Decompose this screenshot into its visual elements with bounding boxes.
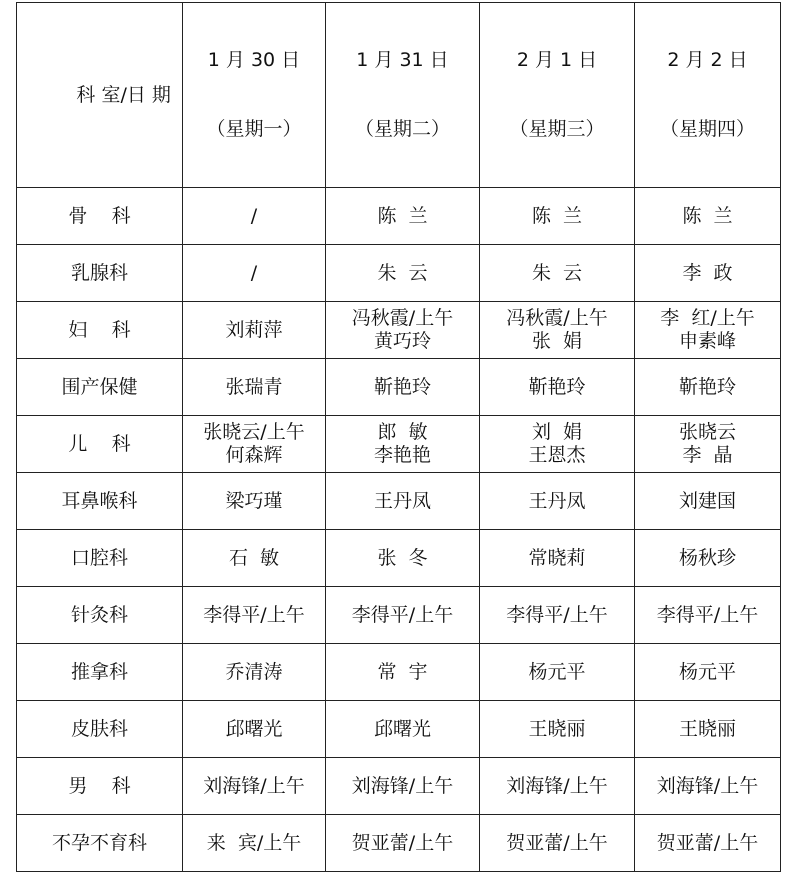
department-cell — [17, 302, 183, 359]
doctor-name: 乔清涛 — [225, 660, 283, 683]
doctor-name: 来 宾/上午 — [206, 831, 302, 854]
date-header-cell — [183, 3, 326, 188]
department-cell — [17, 644, 183, 701]
doctor-name: 贺亚蕾/上午 — [656, 831, 759, 854]
table-row — [17, 473, 781, 530]
doctor-cell — [635, 188, 781, 245]
weekday-label: （星期一） — [206, 118, 302, 140]
doctor-name: 王丹凤 — [528, 489, 586, 512]
doctor-cell — [183, 701, 326, 758]
doctor-cell — [326, 473, 480, 530]
doctor-name: 朱 云 — [377, 261, 428, 284]
doctor-cell — [635, 359, 781, 416]
doctor-name: 王恩杰 — [528, 444, 586, 466]
date-label: 2 月 2 日 — [667, 49, 748, 71]
weekday-label: （星期四） — [659, 118, 755, 140]
doctor-cell — [635, 758, 781, 815]
doctor-cell — [480, 188, 635, 245]
doctor-cell — [183, 644, 326, 701]
date-header-cell — [635, 3, 781, 188]
duty-schedule-table — [16, 2, 781, 872]
doctor-name: 刘 娟 — [531, 421, 583, 443]
doctor-cell — [183, 587, 326, 644]
doctor-cell — [183, 302, 326, 359]
doctor-cell — [480, 701, 635, 758]
department-cell — [17, 587, 183, 644]
doctor-name: 杨元平 — [678, 660, 736, 683]
doctor-name: 李得平/上午 — [506, 603, 608, 626]
department-label: 男 科 — [68, 774, 131, 797]
doctor-cell — [183, 359, 326, 416]
doctor-name: 李 红/上午 — [660, 307, 755, 329]
doctor-cell — [326, 587, 480, 644]
doctor-cell — [635, 815, 781, 872]
doctor-cell — [326, 188, 480, 245]
doctor-cell — [480, 416, 635, 473]
department-cell — [17, 188, 183, 245]
doctor-cell — [635, 416, 781, 473]
department-cell — [17, 815, 183, 872]
doctor-name: 邱曙光 — [373, 717, 431, 740]
doctor-name: 陈 兰 — [377, 204, 428, 227]
doctor-name: 冯秋霞/上午 — [351, 307, 454, 329]
doctor-name: 王丹凤 — [373, 489, 431, 512]
doctor-cell — [480, 530, 635, 587]
doctor-name: / — [250, 261, 258, 284]
table-row — [17, 416, 781, 473]
doctor-cell — [326, 701, 480, 758]
doctor-cell — [183, 416, 326, 473]
doctor-name: 张 冬 — [377, 546, 428, 569]
department-label: 骨 科 — [68, 204, 131, 227]
doctor-cell — [326, 359, 480, 416]
doctor-name: 陈 兰 — [531, 204, 583, 227]
doctor-name: 李艳艳 — [373, 444, 431, 466]
doctor-cell — [326, 758, 480, 815]
department-cell — [17, 359, 183, 416]
doctor-cell — [183, 530, 326, 587]
table-row — [17, 644, 781, 701]
weekday-label: （星期三） — [509, 118, 605, 140]
doctor-name: 朱 云 — [531, 261, 583, 284]
department-label: 针灸科 — [70, 603, 128, 626]
doctor-cell — [480, 359, 635, 416]
doctor-name: 刘海锋/上午 — [506, 774, 608, 797]
department-cell — [17, 758, 183, 815]
doctor-name: / — [250, 204, 258, 227]
doctor-name: 杨元平 — [528, 660, 586, 683]
doctor-name: 申素峰 — [678, 330, 736, 352]
department-label: 口腔科 — [70, 546, 128, 569]
department-label: 妇 科 — [68, 318, 131, 341]
doctor-cell — [635, 587, 781, 644]
doctor-name: 李得平/上午 — [656, 603, 759, 626]
table-row — [17, 359, 781, 416]
doctor-name: 常晓莉 — [528, 546, 586, 569]
schedule-body — [17, 188, 781, 872]
department-label: 不孕不育科 — [51, 831, 147, 854]
doctor-cell — [326, 245, 480, 302]
doctor-cell — [326, 815, 480, 872]
doctor-name: 张晓云 — [678, 421, 736, 443]
department-label: 围产保健 — [61, 375, 138, 398]
doctor-cell — [635, 530, 781, 587]
doctor-name: 李得平/上午 — [351, 603, 454, 626]
doctor-name: 何森辉 — [225, 444, 283, 466]
doctor-cell — [480, 245, 635, 302]
doctor-name: 梁巧瑾 — [225, 489, 283, 512]
table-row — [17, 587, 781, 644]
doctor-name: 冯秋霞/上午 — [506, 307, 608, 329]
date-header-cell — [326, 3, 480, 188]
doctor-cell — [326, 530, 480, 587]
doctor-name: 李 晶 — [682, 444, 733, 466]
doctor-cell — [635, 302, 781, 359]
department-cell — [17, 416, 183, 473]
table-row — [17, 701, 781, 758]
table-row — [17, 530, 781, 587]
table-row — [17, 188, 781, 245]
doctor-name: 靳艳玲 — [678, 375, 736, 398]
department-cell — [17, 473, 183, 530]
doctor-name: 刘海锋/上午 — [351, 774, 454, 797]
doctor-cell — [326, 416, 480, 473]
doctor-name: 李 政 — [682, 261, 733, 284]
doctor-name: 石 敏 — [228, 546, 280, 569]
doctor-name: 靳艳玲 — [528, 375, 586, 398]
corner-header-cell — [17, 3, 183, 188]
doctor-name: 邱曙光 — [225, 717, 283, 740]
department-label: 耳鼻喉科 — [61, 489, 138, 512]
doctor-cell — [326, 644, 480, 701]
doctor-name: 常 宇 — [377, 660, 428, 683]
doctor-cell — [635, 644, 781, 701]
corner-header-label: 科 室/日 期 — [76, 83, 171, 106]
doctor-cell — [183, 758, 326, 815]
doctor-name: 贺亚蕾/上午 — [351, 831, 454, 854]
date-header-cell — [480, 3, 635, 188]
doctor-cell — [326, 302, 480, 359]
doctor-name: 张瑞青 — [225, 375, 283, 398]
doctor-cell — [480, 587, 635, 644]
date-label: 1 月 30 日 — [207, 49, 301, 71]
weekday-label: （星期二） — [354, 118, 450, 140]
doctor-name: 黄巧玲 — [373, 330, 431, 352]
doctor-cell — [480, 302, 635, 359]
department-label: 推拿科 — [70, 660, 128, 683]
doctor-name: 李得平/上午 — [203, 603, 305, 626]
department-label: 皮肤科 — [70, 717, 128, 740]
doctor-name: 刘莉萍 — [225, 318, 283, 341]
doctor-cell — [183, 815, 326, 872]
doctor-name: 杨秋珍 — [678, 546, 736, 569]
table-row — [17, 815, 781, 872]
doctor-cell — [480, 473, 635, 530]
doctor-cell — [635, 473, 781, 530]
date-label: 2 月 1 日 — [516, 49, 598, 71]
date-label: 1 月 31 日 — [356, 49, 449, 71]
doctor-name: 靳艳玲 — [373, 375, 431, 398]
table-row — [17, 302, 781, 359]
doctor-name: 刘海锋/上午 — [203, 774, 305, 797]
table-row — [17, 245, 781, 302]
doctor-name: 张 娟 — [531, 330, 583, 352]
doctor-name: 王晓丽 — [528, 717, 586, 740]
doctor-cell — [183, 188, 326, 245]
doctor-cell — [183, 245, 326, 302]
doctor-name: 王晓丽 — [678, 717, 736, 740]
department-cell — [17, 701, 183, 758]
department-cell — [17, 530, 183, 587]
doctor-cell — [480, 758, 635, 815]
doctor-cell — [480, 815, 635, 872]
doctor-cell — [183, 473, 326, 530]
department-label: 乳腺科 — [70, 261, 128, 284]
department-label: 儿 科 — [68, 432, 131, 455]
doctor-cell — [635, 701, 781, 758]
table-row — [17, 758, 781, 815]
department-cell — [17, 245, 183, 302]
doctor-cell — [635, 245, 781, 302]
doctor-name: 郎 敏 — [377, 421, 428, 443]
doctor-name: 张晓云/上午 — [203, 421, 305, 443]
doctor-name: 刘海锋/上午 — [656, 774, 759, 797]
doctor-name: 贺亚蕾/上午 — [506, 831, 608, 854]
doctor-cell — [480, 644, 635, 701]
doctor-name: 刘建国 — [678, 489, 736, 512]
header-row — [17, 3, 781, 188]
doctor-name: 陈 兰 — [682, 204, 733, 227]
